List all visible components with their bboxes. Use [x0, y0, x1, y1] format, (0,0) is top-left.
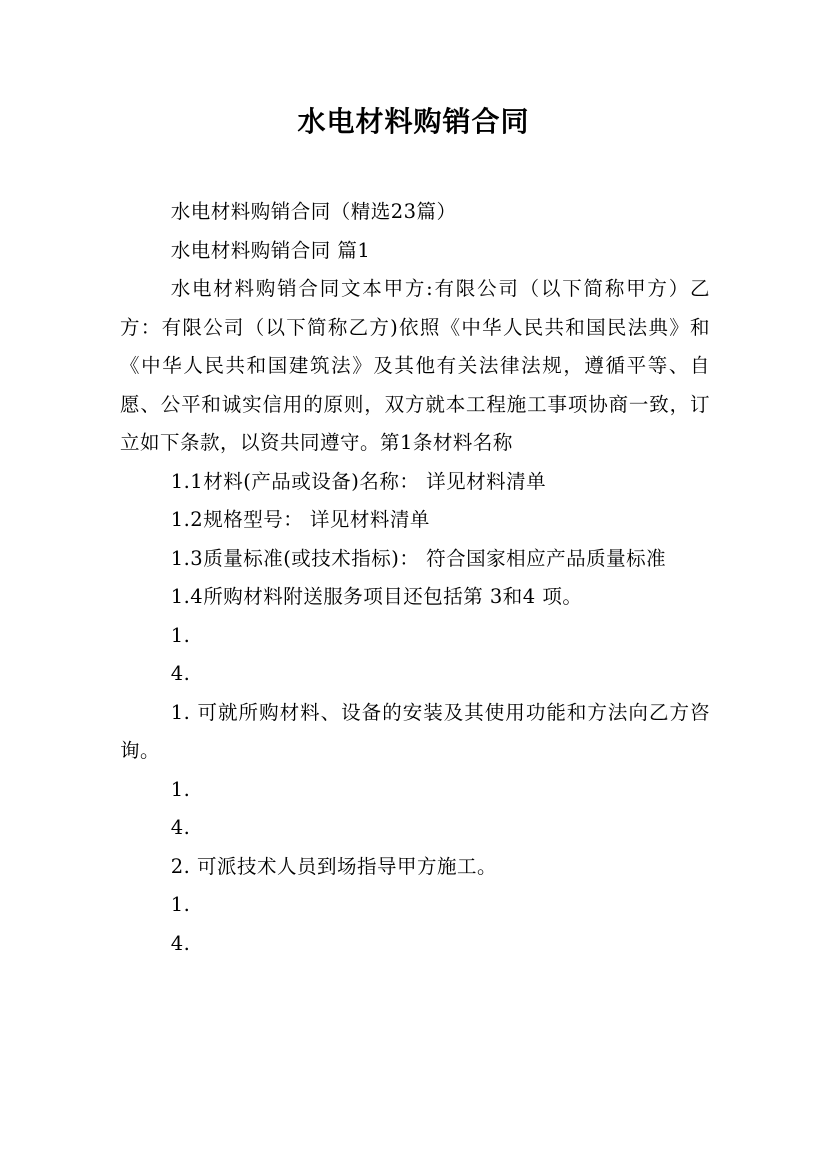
paragraph-section-heading: 水电材料购销合同 篇1	[170, 238, 371, 262]
paragraph-item-2: 2. 可派技术人员到场指导甲方施工。	[170, 854, 497, 878]
paragraph-list-marker: 1.	[170, 777, 191, 801]
paragraph-subtitle: 水电材料购销合同（精选23篇）	[170, 200, 457, 223]
paragraph-list-marker: 4.	[170, 662, 191, 685]
paragraph-intro: 水电材料购销合同文本甲方:有限公司（以下简称甲方）乙方：有限公司（以下简称乙方)依照《中华人民共和国民法典》和《中华人民共和国建筑法》及其他有关法律法规，遵循平等、自愿、公平和诚实信用的原则，双方就本工程施工事项协商一致，订立如下条款，以资共同遵守。第1条材料名称	[120, 277, 710, 454]
paragraph-list-marker: 1.	[170, 623, 191, 647]
document-body	[120, 193, 710, 963]
paragraph-item-1: 1. 可就所购材料、设备的安装及其使用功能和方法向乙方咨询。	[120, 700, 710, 762]
paragraph-list-marker: 4.	[170, 816, 191, 839]
paragraph-list-marker: 4.	[170, 931, 191, 955]
paragraph-list-marker: 1.	[170, 893, 191, 916]
paragraph-clause-1-1: 1.1材料(产品或设备)名称： 详见材料清单	[170, 469, 547, 493]
paragraph-clause-1-2: 1.2规格型号： 详见材料清单	[170, 508, 430, 531]
document-title: 水电材料购销合同	[297, 105, 530, 138]
paragraph-clause-1-3: 1.3质量标准(或技术指标)： 符合国家相应产品质量标准	[170, 546, 667, 570]
paragraph-clause-1-4: 1.4所购材料附送服务项目还包括第 3和4 项。	[170, 585, 583, 608]
